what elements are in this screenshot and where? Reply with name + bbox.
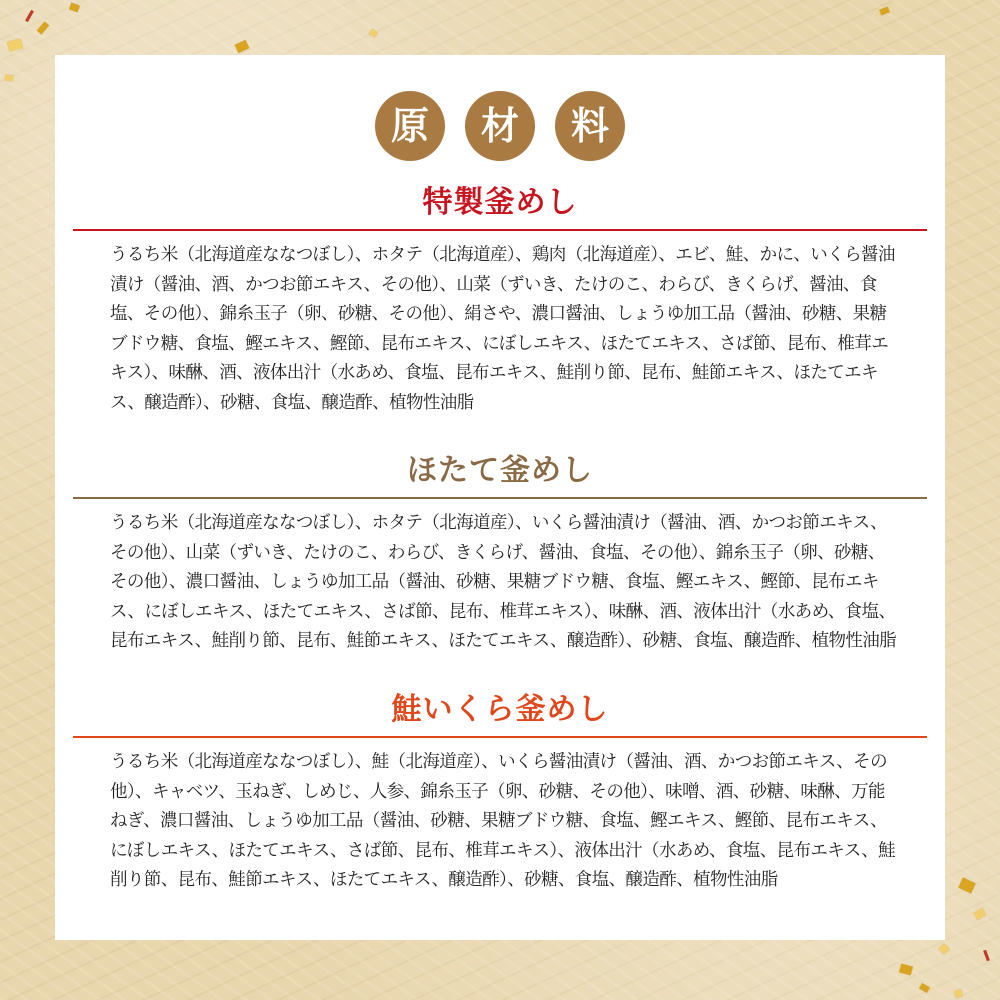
gold-flake-decoration [919, 983, 930, 993]
section-heading: ほたて釜めし [407, 453, 593, 488]
section-heading: 特製釜めし [422, 185, 578, 220]
gold-flake-decoration [69, 3, 80, 13]
section-heading: 鮭いくら釜めし [391, 692, 609, 727]
page-title [55, 91, 945, 161]
gold-flake-decoration [983, 950, 990, 961]
gold-flake-decoration [954, 989, 962, 997]
section-divider [73, 736, 927, 738]
gold-flake-decoration [7, 38, 23, 51]
ingredients-text: うるち米（北海道産ななつぼし）、ホタテ（北海道産）、いくら醤油漬け（醤油、酒、かつお節エキス、その他）、山菜（ずいき、たけのこ、わらび、きくらげ、醤油、食塩、その他）、錦糸玉子（卵、砂糖、その他）、濃口醤油、しょうゆ加工品（醤油、砂糖、果糖ブドウ糖、食塩、鰹エキス、鰹節、昆布エキス、にぼしエキス、ほたてエキス、さば節、昆布、椎茸エキス）、味醂、酒、液体出汁（水あめ、食塩、昆布エキス、鮭削り節、昆布、鮭節エキス、ほたてエキス、醸造酢）、砂糖、食塩、醸造酢、植物性油脂 [110, 513, 897, 651]
gold-flake-decoration [974, 908, 987, 920]
gold-flake-decoration [899, 964, 913, 976]
section-tokusei-kamameshi [55, 183, 945, 418]
gold-flake-decoration [938, 943, 949, 954]
section-hotate-kamameshi [55, 451, 945, 657]
gold-flake-decoration [235, 40, 250, 53]
title-char-circle: 原 [375, 91, 445, 161]
section-divider [73, 497, 927, 499]
title-char-circle: 料 [555, 91, 625, 161]
gold-flake-decoration [37, 21, 49, 34]
gold-flake-decoration [958, 878, 975, 894]
ingredients-text: うるち米（北海道産ななつぼし）、鮭（北海道産）、いくら醤油漬け（醤油、酒、かつお節エキス、その他）、キャベツ、玉ねぎ、しめじ、人参、錦糸玉子（卵、砂糖、その他）、味噌、酒、砂糖、味醂、万能ねぎ、濃口醤油、しょうゆ加工品（醤油、砂糖、果糖ブドウ糖、食塩、鰹エキス、鰹節、昆布エキス、にぼしエキス、ほたてエキス、さば節、昆布、椎茸エキス）、液体出汁（水あめ、食塩、昆布エキス、鮭削り節、昆布、鮭節エキス、ほたてエキス、醸造酢）、砂糖、食塩、醸造酢、植物性油脂 [110, 752, 896, 890]
section-sake-ikura-kamameshi [55, 690, 945, 896]
gold-flake-decoration [369, 29, 378, 38]
ingredients-panel [55, 55, 945, 940]
gold-flake-decoration [25, 10, 34, 22]
gold-flake-decoration [5, 74, 14, 81]
title-char-circle: 材 [465, 91, 535, 161]
ingredients-text: うるち米（北海道産ななつぼし）、ホタテ（北海道産）、鶏肉（北海道産）、エビ、鮭、かに、いくら醤油漬け（醤油、酒、かつお節エキス、その他）、山菜（ずいき、たけのこ、わらび、きくらげ、醤油、食塩、その他）、錦糸玉子（卵、砂糖、その他）、絹さや、濃口醤油、しょうゆ加工品（醤油、砂糖、果糖ブドウ糖、食塩、鰹エキス、鰹節、昆布エキス、にぼしエキス、ほたてエキス、さば節、昆布、椎茸エキス）、味醂、酒、液体出汁（水あめ、食塩、昆布エキス、鮭削り節、昆布、鮭節エキス、ほたてエキス、醸造酢）、砂糖、食塩、醸造酢、植物性油脂 [110, 245, 895, 413]
gold-flake-decoration [879, 7, 890, 16]
section-divider [73, 229, 927, 231]
